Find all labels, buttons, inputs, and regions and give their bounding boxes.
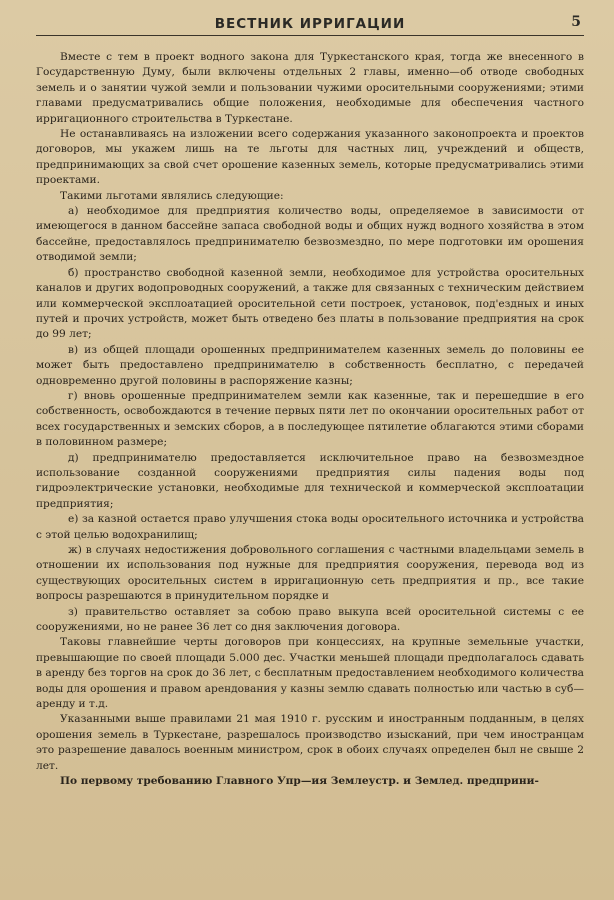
paragraph: Вместе с тем в проект водного закона для Туркестанского края, тогда же внесенного в Государственную Думу, были включены отдельных 2 главы, именно—об отводе свободных земель и о занятии чужой земли и пользовании чужими оросительными сооружениями; этими главами предусматривались общие положения, необходимые для обеспечения частного ирригационного строительства в Туркестане.	[36, 51, 584, 125]
paragraph: По первому требованию Главного Упр—ия Землеустр. и Землед. предприни-	[60, 775, 539, 788]
list-item: ж) в случаях недостижения добровольного соглашения с частными владельцами земель в отношении их использования под нужные для предприятия сооружения, перевода вод из существующих оросительных систем в ирригационную сеть предприятия и пр., все такие вопросы разрешаются в принудительном порядке и	[36, 544, 584, 603]
list-item: а) необходимое для предприятия количество воды, определяемое в зависимости от имеющегося в данном бассейне запаса свободной воды и общих нужд водного хозяйства в этом бассейне, предоставлялось предпринимателю безвозмездно, по мере подготовки им орошения отводимой земли;	[36, 205, 584, 264]
paragraph: Указанными выше правилами 21 мая 1910 г. русским и иностранным подданным, в целях орошения земель в Туркестане, разрешалось производство изысканий, при чем иностранцам это разрешение давалось военным министром, срок в обоих случаях определен был не свыше 2 лет.	[36, 713, 584, 772]
list-item: з) правительство оставляет за собою право выкупа всей оросительной системы с ее сооружениями, но не ранее 36 лет со дня заключения договора.	[36, 605, 584, 634]
list-item: б) пространство свободной казенной земли, необходимое для устройства оросительных каналов и других водопроводных сооружений, а также для связанных с техническим действием или коммерческой эксплоатацией оросительной сети построек, установок, под'ездных и иных путей и прочих устройств, может быть отведено без платы в пользование предприятия на срок до 99 лет;	[36, 266, 584, 341]
list-item: в) из общей площади орошенных предпринимателем казенных земель до половины ее может быть предоставлено предпринимателю в собственность бесплатно, с передачей одновременно другой половины в распоряжение казны;	[36, 343, 584, 387]
paragraph: Не останавливаясь на изложении всего содержания указанного законопроекта и проектов договоров, мы укажем лишь на те льготы для частных лиц, учреждений и обществ, предпринимающих за свой счет орошение казенных земель, которые предусматривались этими проектами.	[36, 128, 584, 187]
paragraph: Таковы главнейшие черты договоров при концессиях, на крупные земельные участки, превышающие по своей площади 5.000 дес. Участки меньшей площади предполагалось сдавать в аренду без торгов на срок до 36 лет, с бесплатным предоставлением необходимого количества воды для орошения и правом арендования у казны землю сдавать полностью или частью в суб—аренду и т.д.	[36, 636, 584, 711]
article-body	[36, 50, 584, 790]
list-item: е) за казной остается право улучшения стока воды оросительного источника и устройства с этой целью водохранилищ;	[36, 513, 584, 541]
journal-title: ВЕСТНИК ИРРИГАЦИИ	[214, 16, 406, 32]
list-item: д) предпринимателю предоставляется исключительное право на безвозмездное использование созданной сооружениями предприятия силы падения воды под гидроэлектрические установки, необходимые для технической и коммерческой эксплоатации предприятия;	[36, 451, 584, 510]
page-number: 5	[571, 14, 582, 30]
list-item: г) вновь орошенные предпринимателем земли как казенные, так и перешедшие в его собственность, освобождаются в течение первых пяти лет по окончании оросительных работ от всех государственных и земских сборов, а в последующее пятилетие облагаются этими сборами в половинном размере;	[36, 389, 584, 449]
paragraph: Такими льготами являлись следующие:	[60, 189, 284, 202]
running-header	[36, 16, 584, 36]
